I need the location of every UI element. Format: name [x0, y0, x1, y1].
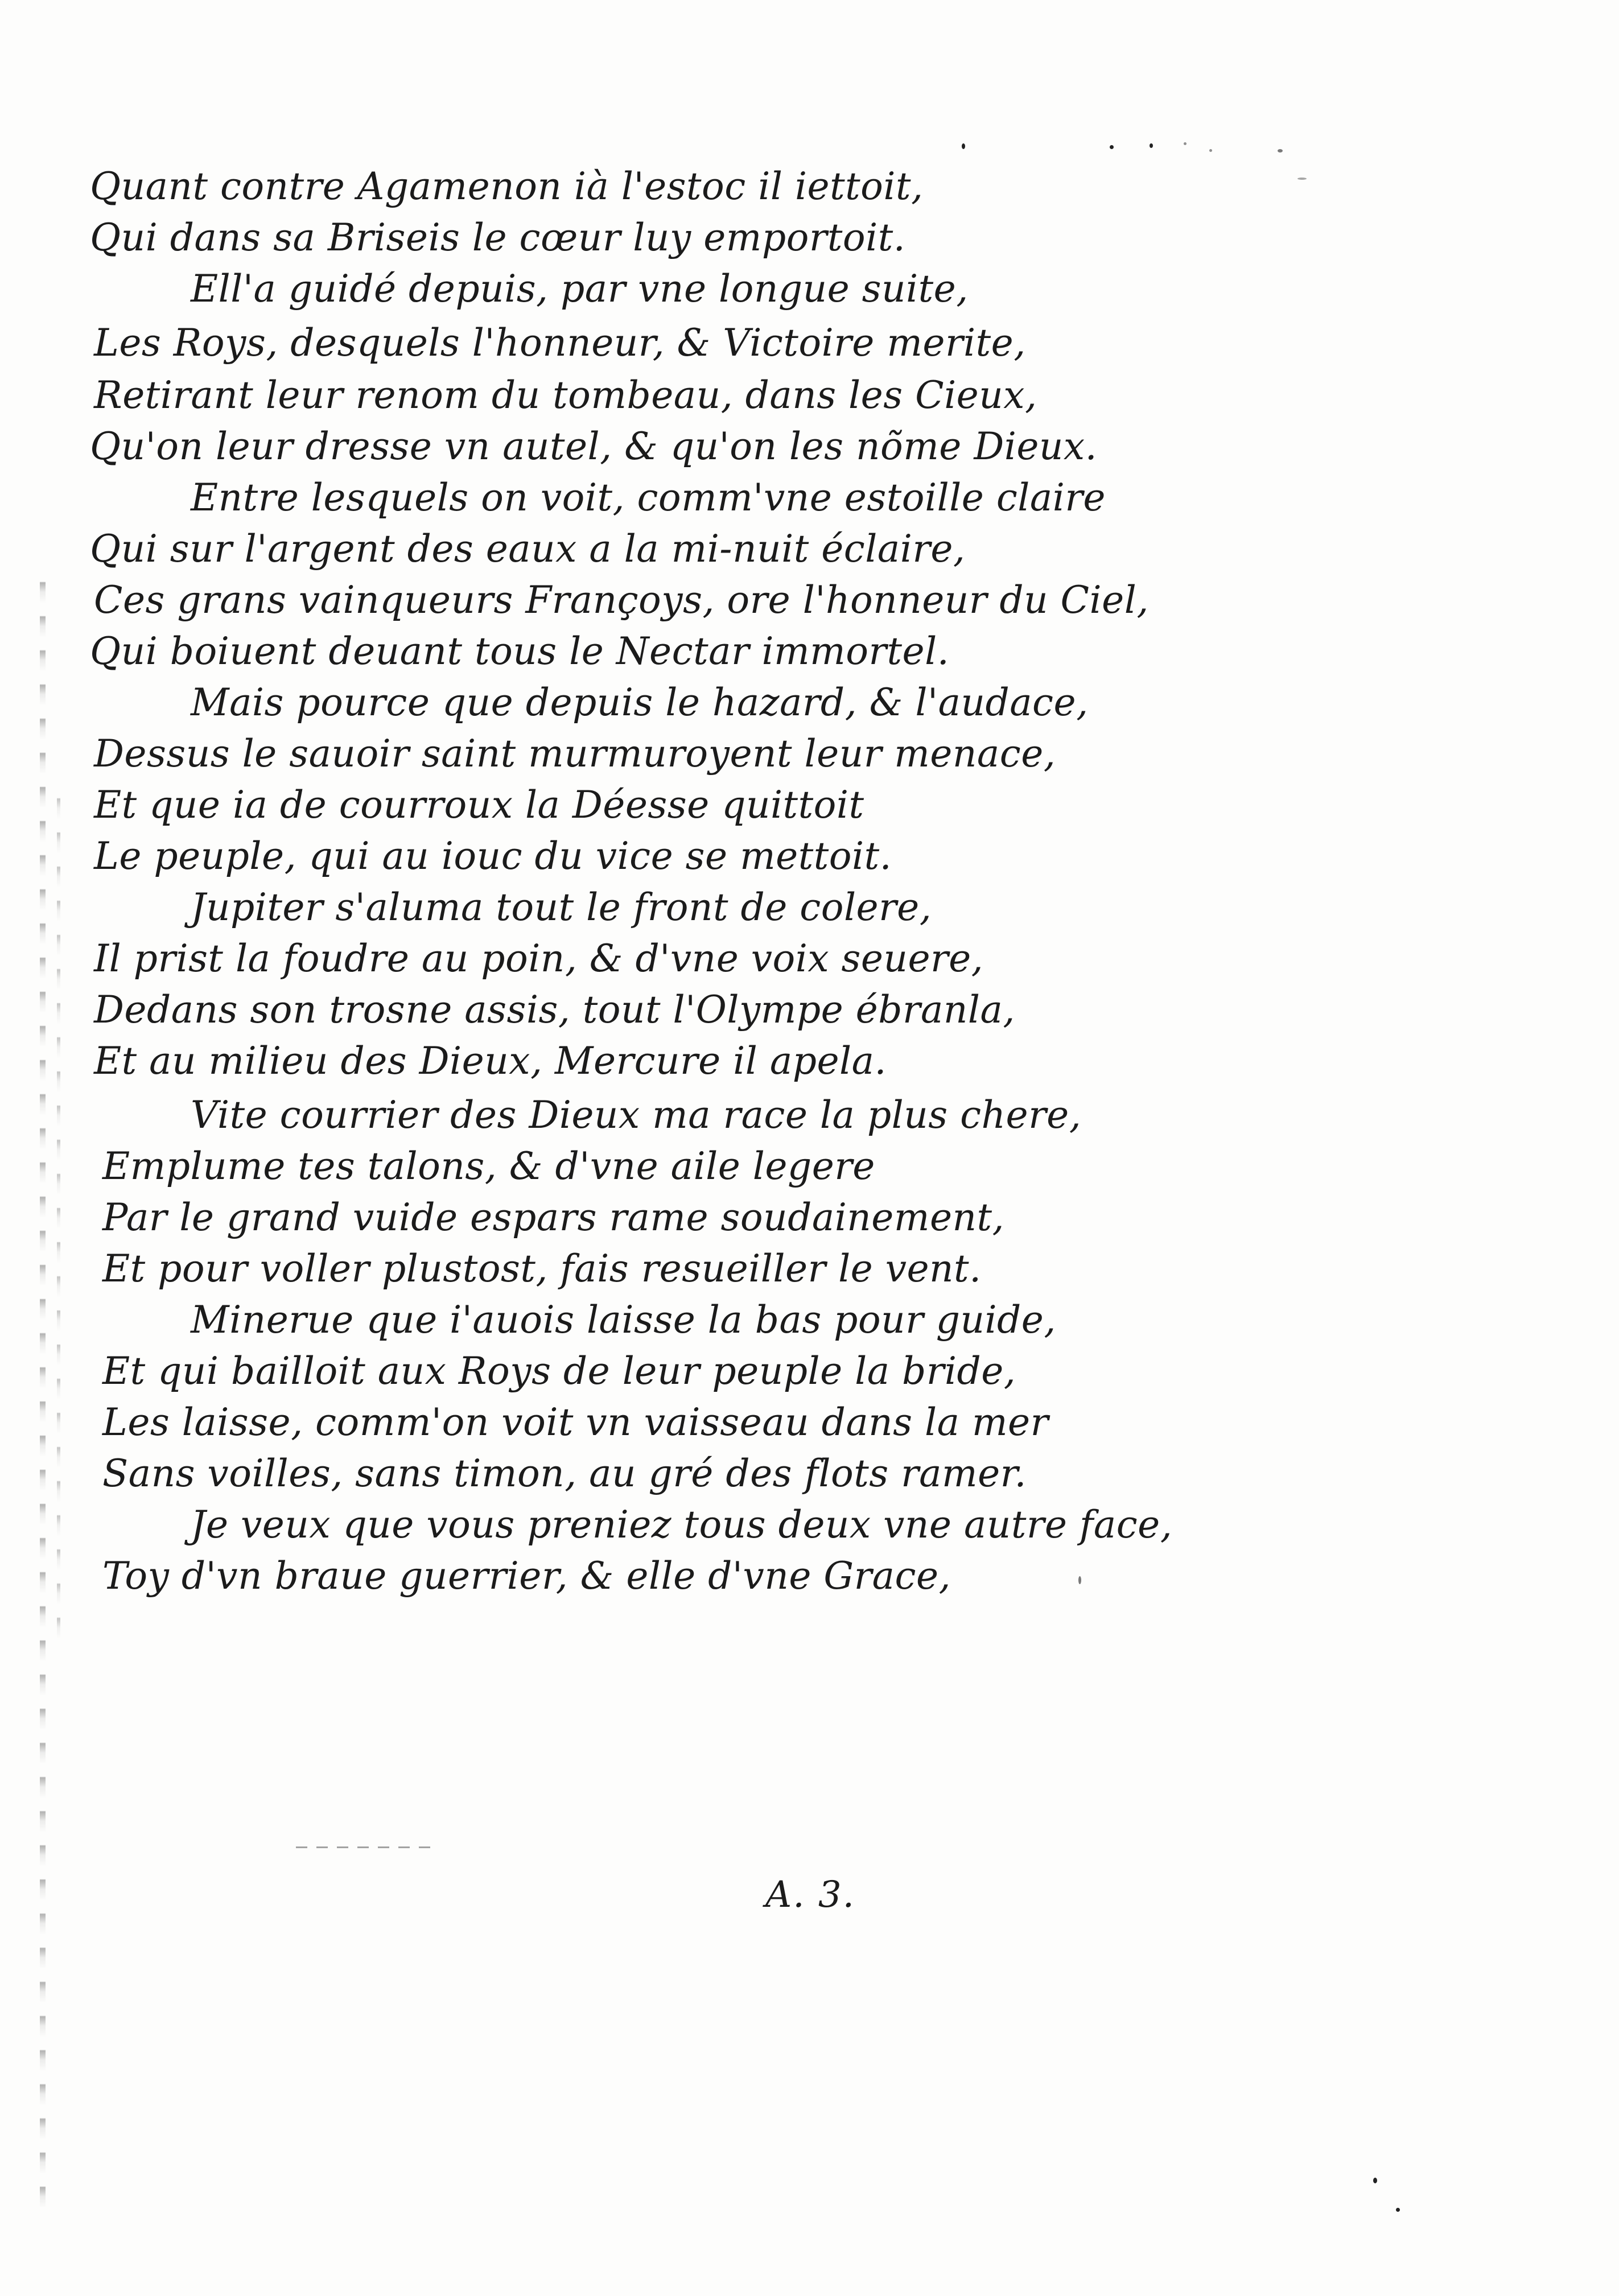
poem-line: Sans voilles, sans timon, au gré des flots ramer.	[102, 1452, 1027, 1495]
poem-line: Qu'on leur dresse vn autel, & qu'on les nõme Dieux.	[90, 424, 1098, 468]
poem-line: Ell'a guidé depuis, par vne longue suite,	[191, 267, 969, 311]
poem-line: Ces grans vainqueurs Françoys, ore l'honneur du Ciel,	[94, 578, 1149, 622]
poem-line: Qui sur l'argent des eaux a la mi-nuit éclaire,	[90, 527, 966, 571]
poem-line: Dedans son trosne assis, tout l'Olympe ébranla,	[94, 988, 1015, 1032]
poem-line: Quant contre Agamenon ià l'estoc il iettoit,	[90, 164, 924, 208]
poem-line: Entre lesquels on voit, comm'vne estoille claire	[191, 476, 1106, 520]
poem-line: Dessus le sauoir saint murmuroyent leur menace,	[94, 732, 1056, 776]
signature-mark: A. 3.	[765, 1874, 855, 1916]
poem-line: Qui dans sa Briseis le cœur luy emportoit.	[90, 216, 906, 259]
poem-line: Jupiter s'aluma tout le front de colere,	[191, 885, 932, 929]
catchword-trace	[296, 1846, 432, 1848]
poem-line: Et pour voller plustost, fais resueiller le vent.	[102, 1247, 982, 1291]
poem-line: Je veux que vous preniez tous deux vne autre face,	[191, 1503, 1173, 1547]
poem-line: Il prist la foudre au poin, & d'vne voix seuere,	[94, 937, 984, 980]
poem-line: Et que ia de courroux la Déesse quittoit	[94, 783, 864, 827]
poem-line: Vite courrier des Dieux ma race la plus chere,	[191, 1093, 1082, 1137]
poem-line: Toy d'vn braue guerrier, & elle d'vne Grace,	[102, 1554, 951, 1598]
poem-line: Les Roys, desquels l'honneur, & Victoire merite,	[94, 321, 1026, 365]
scan-speck	[1373, 2178, 1377, 2183]
poem-line: Retirant leur renom du tombeau, dans les Cieux,	[94, 373, 1037, 417]
poem-line: Et qui bailloit aux Roys de leur peuple la bride,	[102, 1349, 1016, 1393]
poem-line: Minerue que i'auois laisse la bas pour guide,	[191, 1298, 1056, 1342]
poem-line: Emplume tes talons, & d'vne aile legere	[102, 1144, 875, 1188]
scan-speck	[1396, 2208, 1400, 2212]
poem-line: Et au milieu des Dieux, Mercure il apela.	[94, 1039, 887, 1083]
poem-line: Le peuple, qui au iouc du vice se mettoit.	[94, 834, 892, 878]
poem-line: Mais pource que depuis le hazard, & l'audace,	[191, 681, 1089, 724]
poem-line: Les laisse, comm'on voit vn vaisseau dans la mer	[102, 1400, 1049, 1444]
poem-line: Qui boiuent deuant tous le Nectar immortel.	[90, 629, 950, 673]
poem-line: Par le grand vuide espars rame soudainement,	[102, 1196, 1005, 1239]
